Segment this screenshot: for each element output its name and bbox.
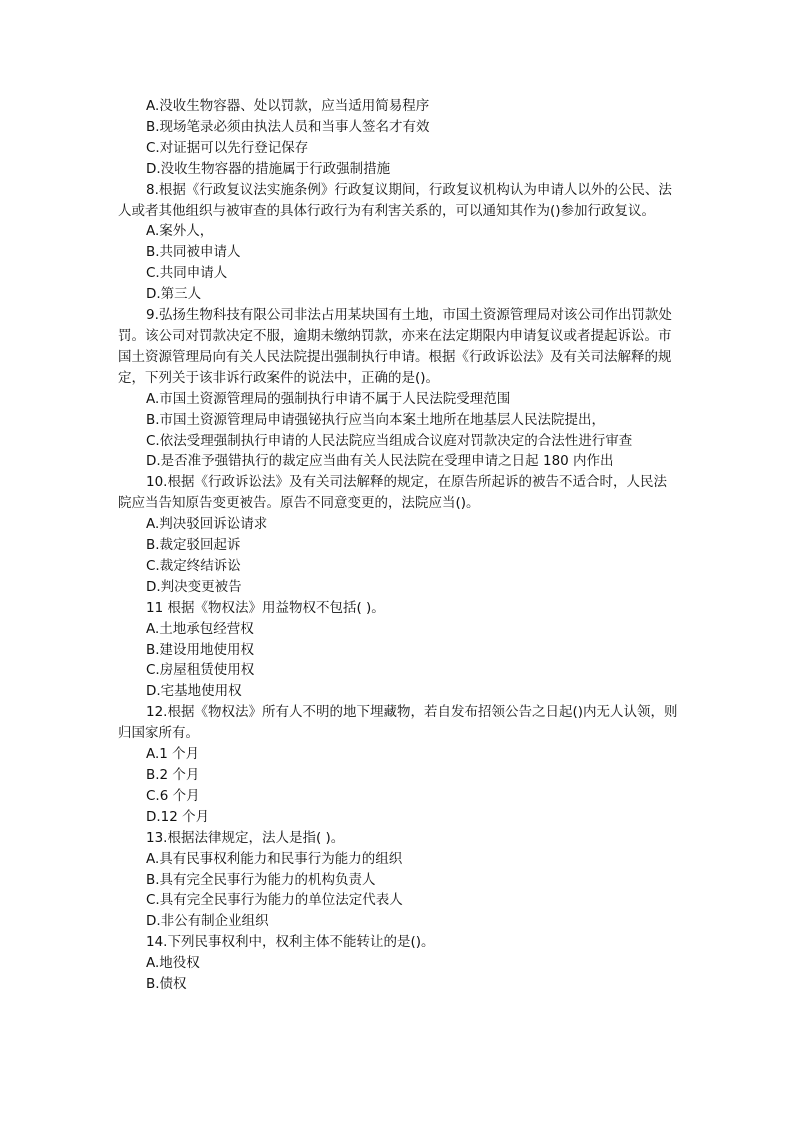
q10-option-d: D.判决变更被告 — [146, 578, 242, 595]
document-page — [118, 96, 678, 995]
q13-stem: 13.根据法律规定，法人是指( )。 — [146, 829, 345, 846]
q9-option-c: C.依法受理强制执行申请的人民法院应当组成合议庭对罚款决定的合法性进行审查 — [146, 432, 633, 449]
q13-option-d: D.非公有制企业组织 — [146, 913, 269, 930]
q14-option-b: B.债权 — [146, 976, 187, 993]
q8-option-a: A.案外人， — [146, 223, 214, 240]
q12-option-c: C.6 个月 — [146, 787, 200, 804]
q11-option-a: A.土地承包经营权 — [146, 620, 254, 637]
q11-option-b: B.建设用地使用权 — [146, 641, 255, 658]
q10-stem: 10.根据《行政诉讼法》及有关司法解释的规定，在原告所起诉的被告不适合时，人民法院应当告知原告变更被告。原告不同意变更的，法院应当()。 — [118, 474, 667, 512]
q11-stem: 11 根据《物权法》用益物权不包括( )。 — [146, 599, 385, 616]
q7-option-b: B.现场笔录必须由执法人员和当事人签名才有效 — [146, 118, 430, 135]
q12-option-b: B.2 个月 — [146, 767, 200, 783]
q12-option-a: A.1 个月 — [146, 746, 200, 763]
q9-option-b: B.市国土资源管理局申请强铋执行应当向本案土地所在地基层人民法院提出， — [146, 411, 606, 428]
q7-option-d: D.没收生物容器的措施属于行政强制措施 — [146, 160, 391, 177]
q8-option-c: C.共同申请人 — [146, 265, 228, 282]
q13-option-a: A.具有民事权利能力和民事行为能力的组织 — [146, 850, 403, 867]
q11-option-c: C.房屋租赁使用权 — [146, 662, 255, 679]
q13-option-c: C.具有完全民事行为能力的单位法定代表人 — [146, 892, 403, 909]
q14-option-a: A.地役权 — [146, 955, 200, 972]
q10-option-b: B.裁定驳回起诉 — [146, 537, 241, 554]
q9-stem: 9.弘扬生物科技有限公司非法占用某块国有土地，市国土资源管理局对该公司作出罚款处罚。该公司对罚款决定不服，逾期未缴纳罚款，亦来在法定期限内申请复议或者提起诉讼。市国土资源管理局向有关人民法院提出强制执行申请。根据《行政诉讼法》及有关司法解释的规定，下列关于该非诉行政案件的说法中，正确的是()。 — [118, 307, 672, 386]
q8-stem: 8.根据《行政复议法实施条例》行政复议期间，行政复议机构认为申请人以外的公民、法人或者其他组织与被审查的具体行政行为有利害关系的，可以通知其作为()参加行政复议。 — [118, 181, 672, 219]
q8-option-d: D.第三人 — [146, 286, 202, 303]
q11-option-d: D.宅基地使用权 — [146, 683, 242, 700]
q14-stem: 14.下列民事权利中，权利主体不能转让的是()。 — [146, 934, 435, 951]
q9-option-a: A.市国土资源管理局的强制执行申请不属于人民法院受理范围 — [146, 390, 511, 407]
q10-option-c: C.裁定终结诉讼 — [146, 557, 241, 574]
q7-option-c: C.对证据可以先行登记保存 — [146, 139, 309, 156]
q7-option-a: A.没收生物容器、处以罚款，应当适用简易程序 — [146, 98, 430, 114]
q13-option-b: B.具有完全民事行为能力的机构负责人 — [146, 871, 376, 888]
q12-option-d: D.12 个月 — [146, 808, 210, 825]
q10-option-a: A.判决驳回诉讼请求 — [146, 516, 268, 533]
q12-stem: 12.根据《物权法》所有人不明的地下埋藏物，若自发布招领公告之日起()内无人认领，则归国家所有。 — [118, 704, 678, 742]
q8-option-b: B.共同被申请人 — [146, 244, 241, 261]
q9-option-d: D.是否准予强错执行的裁定应当曲有关人民法院在受理申请之日起 180 内作出 — [146, 453, 614, 470]
